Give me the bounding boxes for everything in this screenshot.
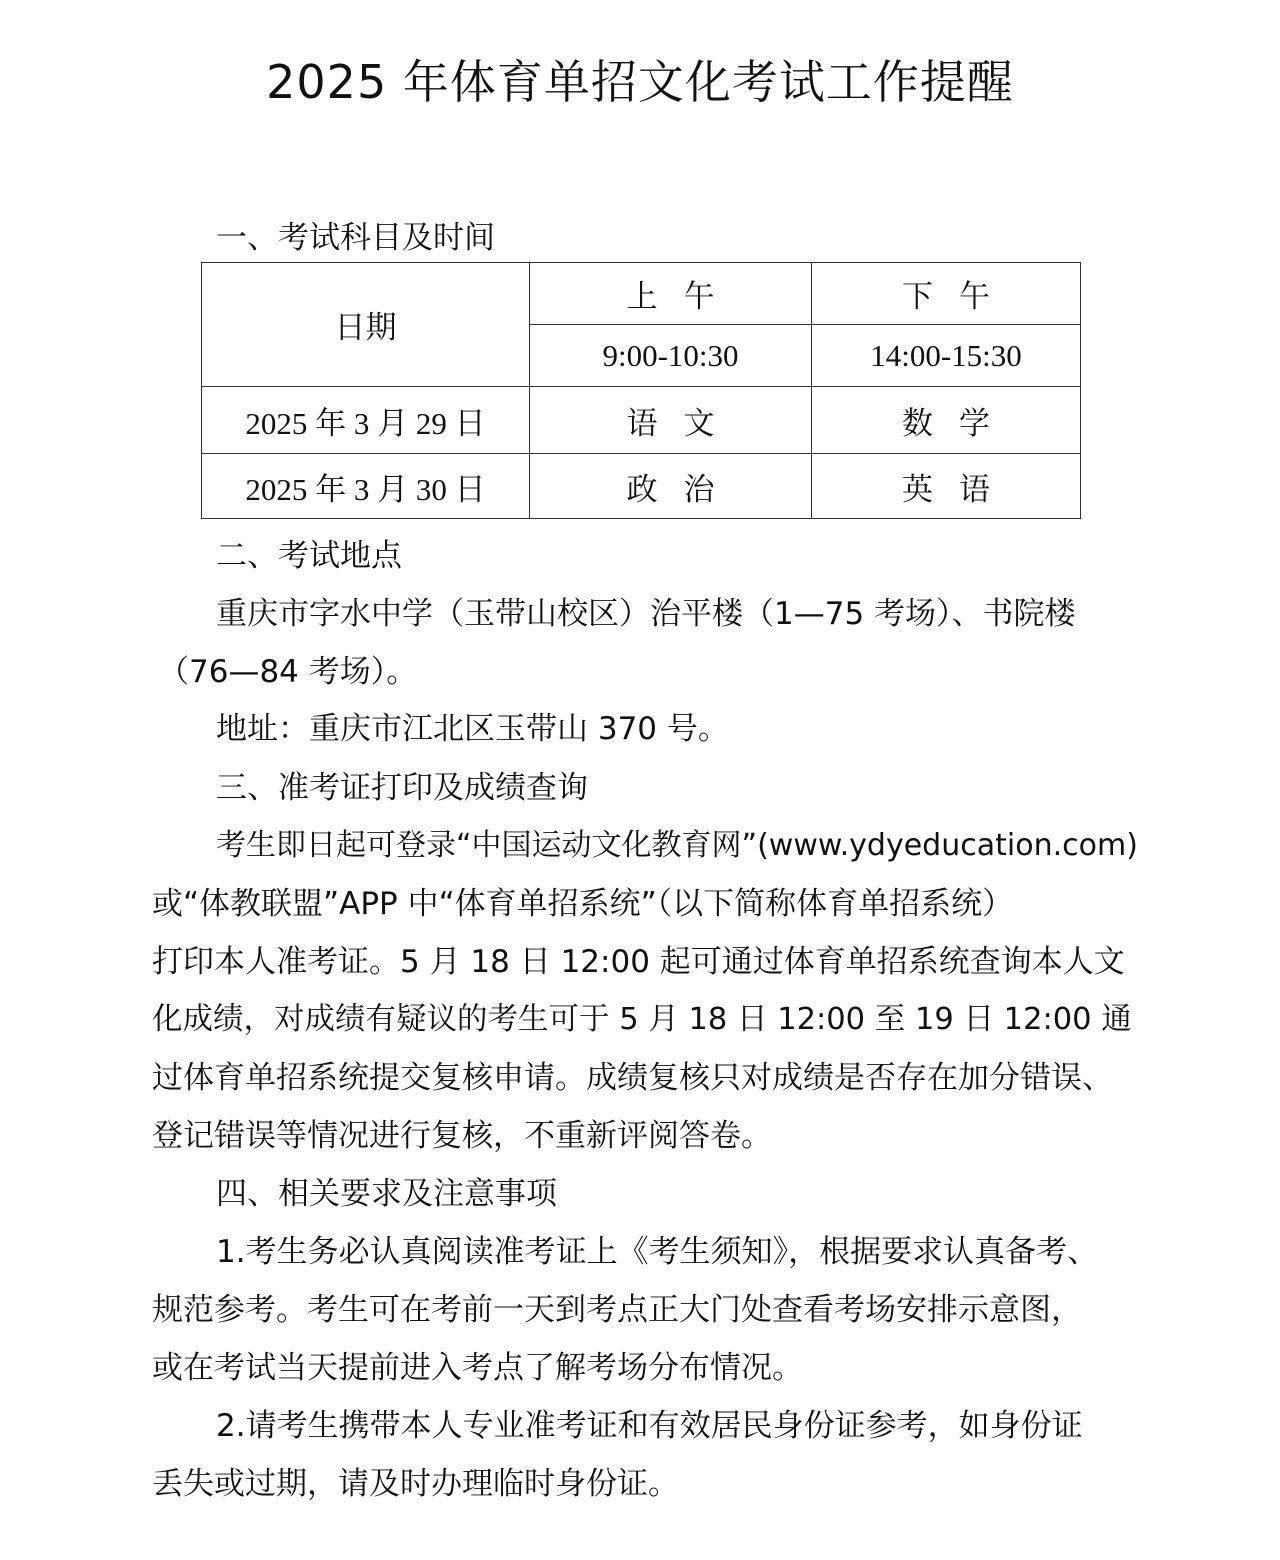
paragraph-line: 或在考试当天提前进入考点了解考场分布情况。	[152, 1350, 803, 1386]
paragraph-line: 考生即日起可登录“中国运动文化教育网”(www.ydyeducation.com)	[216, 828, 1138, 863]
paragraph-line: 1.考生务必认真阅读准考证上《考生须知》，根据要求认真备考、	[216, 1234, 1099, 1270]
date-header-cell: 日期	[202, 263, 530, 387]
pm-time-cell: 14:00-15:30	[812, 325, 1081, 387]
table-row	[202, 454, 1081, 519]
section-4-heading: 四、相关要求及注意事项	[216, 1176, 557, 1212]
address-line: 地址：重庆市江北区玉带山 370 号。	[216, 711, 729, 747]
document-title: 2025 年体育单招文化考试工作提醒	[266, 55, 1014, 109]
pm-header-cell: 下午	[812, 263, 1081, 325]
am-subject-cell: 语文	[530, 387, 812, 454]
paragraph-line: （76—84 考场）。	[158, 654, 418, 690]
paragraph-line: 过体育单招系统提交复核申请。成绩复核只对成绩是否存在加分错误、	[152, 1060, 1113, 1096]
pm-subject-cell: 数学	[812, 387, 1081, 454]
exam-schedule-table	[201, 262, 1081, 519]
paragraph-line: 登记错误等情况进行复核，不重新评阅答卷。	[152, 1118, 772, 1154]
table-header-row	[202, 263, 1081, 325]
date-cell: 2025 年 3 月 30 日	[202, 454, 530, 519]
paragraph-line: 打印本人准考证。5 月 18 日 12:00 起可通过体育单招系统查询本人文	[152, 944, 1125, 980]
date-cell: 2025 年 3 月 29 日	[202, 387, 530, 454]
paragraph-line: 重庆市字水中学（玉带山校区）治平楼（1—75 考场）、书院楼	[216, 596, 1076, 632]
section-3-heading: 三、准考证打印及成绩查询	[216, 770, 588, 806]
paragraph-line: 化成绩，对成绩有疑议的考生可于 5 月 18 日 12:00 至 19 日 12:00 通	[152, 1002, 1132, 1037]
am-header-cell: 上午	[530, 263, 812, 325]
paragraph-line: 或“体教联盟”APP 中“体育单招系统”（以下简称体育单招系统）	[152, 886, 1014, 922]
paragraph-line: 规范参考。考生可在考前一天到考点正大门处查看考场安排示意图，	[152, 1292, 1082, 1328]
pm-subject-cell: 英语	[812, 454, 1081, 519]
section-1-heading: 一、考试科目及时间	[216, 220, 495, 256]
paragraph-line: 2.请考生携带本人专业准考证和有效居民身份证参考，如身份证	[216, 1408, 1083, 1444]
am-subject-cell: 政治	[530, 454, 812, 519]
table-row	[202, 387, 1081, 454]
am-time-cell: 9:00-10:30	[530, 325, 812, 387]
paragraph-line: 丢失或过期，请及时办理临时身份证。	[152, 1466, 679, 1502]
section-2-heading: 二、考试地点	[216, 538, 402, 574]
